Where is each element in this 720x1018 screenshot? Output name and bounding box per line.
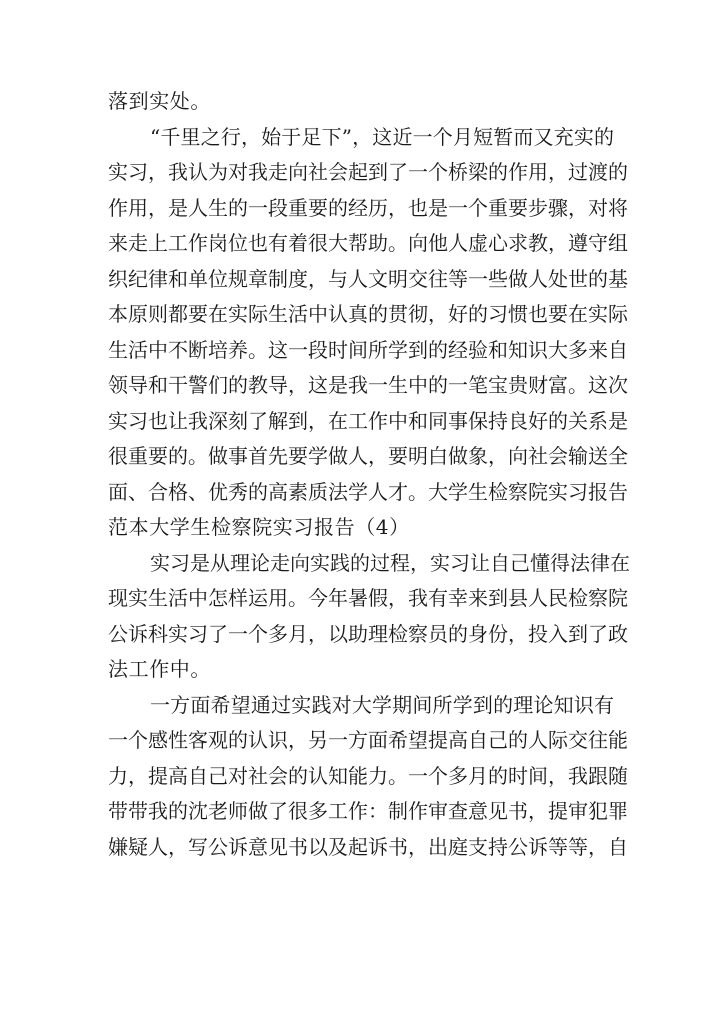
text-line: 领导和干警们的教导，这是我一生中的一笔宝贵财富。这次 xyxy=(108,373,628,397)
text-line: 实习，我认为对我走向社会起到了一个桥梁的作用，过渡的 xyxy=(108,160,628,184)
text-line: 落到实处。 xyxy=(108,89,211,113)
text-line: 公诉科实习了一个多月，以助理检察员的身份，投入到了政 xyxy=(108,621,628,646)
document-body xyxy=(108,84,630,865)
text-line: 织纪律和单位规章制度，与人文明交往等一些做人处世的基 xyxy=(108,266,628,291)
text-line: 本原则都要在实际生活中认真的贯彻，好的习惯也要在实际 xyxy=(108,302,628,326)
text-line: 作用，是人生的一段重要的经历，也是一个重要步骤，对将 xyxy=(108,195,628,220)
text-line: 实习也让我深刻了解到，在工作中和同事保持良好的关系是 xyxy=(108,408,628,433)
text-line: 力，提高自己对社会的认知能力。一个多月的时间，我跟随 xyxy=(108,763,628,788)
text-line: 法工作中。 xyxy=(108,657,211,681)
text-line: 很重要的。做事首先要学做人，要明白做象，向社会输送全 xyxy=(108,444,628,468)
text-line: 来走上工作岗位也有着很大帮助。向他人虚心求教，遵守组 xyxy=(108,231,628,255)
paragraph-first-line: “千里之行，始于足下”，这近一个月短暂而又充实的 xyxy=(150,124,614,149)
text-line: 一个感性客观的认识，另一方面希望提高自己的人际交往能 xyxy=(108,728,628,752)
text-line: 带带我的沈老师做了很多工作：制作审查意见书，提审犯罪 xyxy=(108,799,628,823)
paragraph-first-line: 一方面希望通过实践对大学期间所学到的理论知识有 xyxy=(150,692,614,717)
report-title-line: 范本大学生检察院实习报告（4） xyxy=(108,515,410,539)
paragraph-first-line: 实习是从理论走向实践的过程，实习让自己懂得法律在 xyxy=(150,550,630,575)
text-line: 嫌疑人，写公诉意见书以及起诉书，出庭支持公诉等等，自 xyxy=(108,834,628,859)
text-line: 面、合格、优秀的高素质法学人才。大学生检察院实习报告 xyxy=(108,479,628,504)
text-line: 生活中不断培养。这一段时间所学到的经验和知识大多来自 xyxy=(108,337,628,362)
text-line: 现实生活中怎样运用。今年暑假，我有幸来到县人民检察院 xyxy=(108,586,628,610)
